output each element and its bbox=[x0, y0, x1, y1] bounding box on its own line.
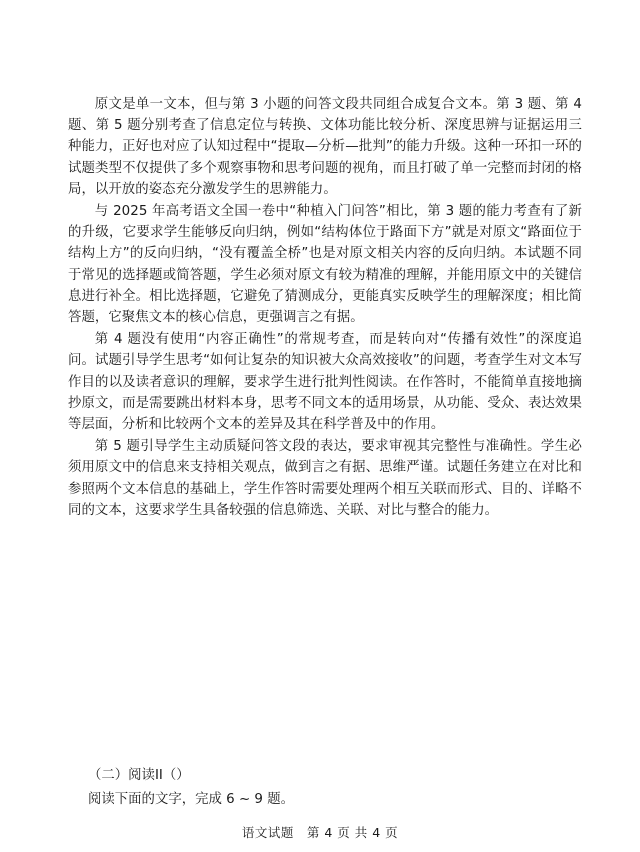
section-instruction: 阅读下面的文字，完成 6 ~ 9 题。 bbox=[88, 792, 294, 807]
paragraph-2: 与 2025 年高考语文全国一卷中“种植入门问答”相比，第 3 题的能力考查有了新的升级，它要求学生能够反向归纳，例如“结构体位于路面下方”就是对原文“路面位于结构上方”的反向归纳，“没有覆盖全桥”也是对原文相关内容的反向归纳。本试题不同于常见的选择题或简答题，学生必须对原文有较为精准的理解，并能用原文中的关键信息进行补全。相比选择题，它避免了猜测成分，更能真实反映学生的理解深度；相比简答题，它聚焦文本的核心信息，更强调言之有据。 bbox=[68, 204, 582, 326]
paragraph-3: 第 4 题没有使用“内容正确性”的常规考查，而是转向对“传播有效性”的深度追问。试题引导学生思考“如何让复杂的知识被大众高效接收”的问题，考查学生对文本写作目的以及读者意识的理解，要求学生进行批判性阅读。在作答时，不能简单直接地摘抄原文，而是需要跳出材料本身，思考不同文本的适用场景，从功能、受众、表达效果等层面，分析和比较两个文本的差异及其在科学普及中的作用。 bbox=[68, 332, 582, 433]
paragraph-4: 第 5 题引导学生主动质疑问答文段的表达，要求审视其完整性与准确性。学生必须用原文中的信息来支持相关观点，做到言之有据、思维严谨。试题任务建立在对比和参照两个文本信息的基础上，学生作答时需要处理两个相互关联而形式、目的、详略不同的文本，这要求学生具备较强的信息筛选、关联、对比与整合的能力。 bbox=[68, 439, 582, 518]
section-heading: （二）阅读II（） bbox=[88, 768, 190, 783]
paragraph-1: 原文是单一文本，但与第 3 小题的问答文段共同组合成复合文本。第 3 题、第 4 题、第 5 题分别考查了信息定位与转换、文体功能比较分析、深度思辨与证据运用三种能力，正好也对应了认知过程中“提取—分析—批判”的能力升级。这种一环扣一环的试题类型不仅提供了多个观察事物和思考问题的视角，而且打破了单一完整而封闭的格局，以开放的姿态充分激发学生的思辨能力。 bbox=[68, 97, 582, 197]
commentary-body bbox=[68, 94, 582, 522]
page-footer: 语文试题 第 4 页 共 4 页 bbox=[241, 825, 399, 840]
